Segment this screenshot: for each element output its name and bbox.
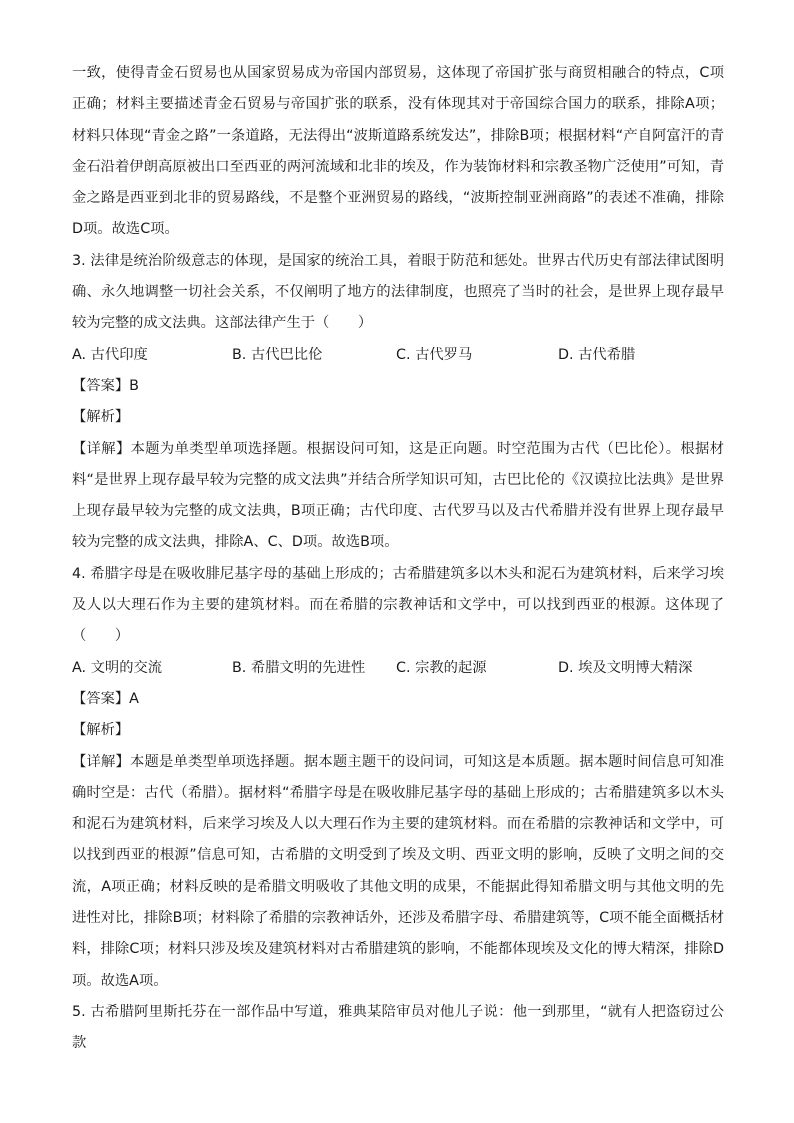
- q3-stem: 3. 法律是统治阶级意志的体现，是国家的统治工具，着眼于防范和惩处。世界古代历史有部法律试图明确、永久地调整一切社会关系，不仅阐明了地方的法律制度，也照亮了当时的社会，是世界上现存最早较为完整的成文法典。这部法律产生于（ ）: [72, 252, 724, 332]
- q4-option-c: C. 宗教的起源: [396, 659, 487, 676]
- q3-option-a: A. 古代印度: [72, 346, 148, 363]
- q4-detail: 【详解】本题是单类型单项选择题。据本题主题干的设问词，可知这是本质题。据本题时间信息可知准确时空是：古代（希腊）。据材料“希腊字母是在吸收腓尼基字母的基础上形成的；古希腊建筑多以木头和泥石为建筑材料，后来学习埃及人以大理石作为主要的建筑材料。而在希腊的宗教神话和文学中，可以找到西亚的根源”信息可知，古希腊的文明受到了埃及文明、西亚文明的影响，反映了文明之间的交流，A项正确；材料反映的是希腊文明吸收了其他文明的成果，不能据此得知希腊文明与其他文明的先进性对比，排除B项；材料除了希腊的宗教神话外，还涉及希腊字母、希腊建筑等，C项不能全面概括材料，排除C项；材料只涉及埃及建筑材料对古希腊建筑的影响，不能都体现埃及文化的博大精深，排除D项。故选A项。: [72, 753, 724, 989]
- q3-analysis-label: 【解析】: [72, 409, 130, 426]
- q3-answer: 【答案】B: [72, 377, 139, 394]
- q3-detail: 【详解】本题为单类型单项选择题。根据设问可知，这是正向题。时空范围为古代（巴比伦）。根据材料“是世界上现存最早较为完整的成文法典”并结合所学知识可知，古巴比伦的《汉谟拉比法典》是世界上现存最早较为完整的成文法典，B项正确；古代印度、古代罗马以及古代希腊并没有世界上现存最早较为完整的成文法典，排除A、C、D项。故选B项。: [72, 440, 724, 551]
- document-page: [72, 58, 724, 1060]
- q2-analysis-tail: 一致，使得青金石贸易也从国家贸易成为帝国内部贸易，这体现了帝国扩张与商贸相融合的特点，C项正确；材料主要描述青金石贸易与帝国扩张的联系，没有体现其对于帝国综合国力的联系，排除A项；材料只体现“青金之路”一条道路，无法得出“波斯道路系统发达”，排除B项；根据材料“产自阿富汗的青金石沿着伊朗高原被出口至西亚的两河流域和北非的埃及，作为装饰材料和宗教圣物广泛使用”可知，青金之路是西亚到北非的贸易路线，不是整个亚洲贸易的路线，“波斯控制亚洲商路”的表述不准确，排除D项。故选C项。: [72, 65, 724, 238]
- q4-option-b: B. 希腊文明的先进性: [232, 659, 366, 676]
- q4-stem: 4. 希腊字母是在吸收腓尼基字母的基础上形成的；古希腊建筑多以木头和泥石为建筑材料，后来学习埃及人以大理石作为主要的建筑材料。而在希腊的宗教神话和文学中，可以找到西亚的根源。这体现了（ ）: [72, 565, 724, 645]
- q3-options: [72, 340, 724, 371]
- q3-option-c: C. 古代罗马: [396, 346, 473, 363]
- q4-answer: 【答案】A: [72, 690, 139, 707]
- q5-stem: 5. 古希腊阿里斯托芬在一部作品中写道，雅典某陪审员对他儿子说：他一到那里，“就有人把盗窃过公款: [72, 1003, 724, 1052]
- q3-option-b: B. 古代巴比伦: [232, 346, 323, 363]
- q4-option-a: A. 文明的交流: [72, 659, 163, 676]
- q3-option-d: D. 古代希腊: [558, 346, 636, 363]
- q4-analysis-label: 【解析】: [72, 722, 130, 739]
- q4-option-d: D. 埃及文明博大精深: [558, 659, 693, 676]
- q4-options: [72, 653, 724, 684]
